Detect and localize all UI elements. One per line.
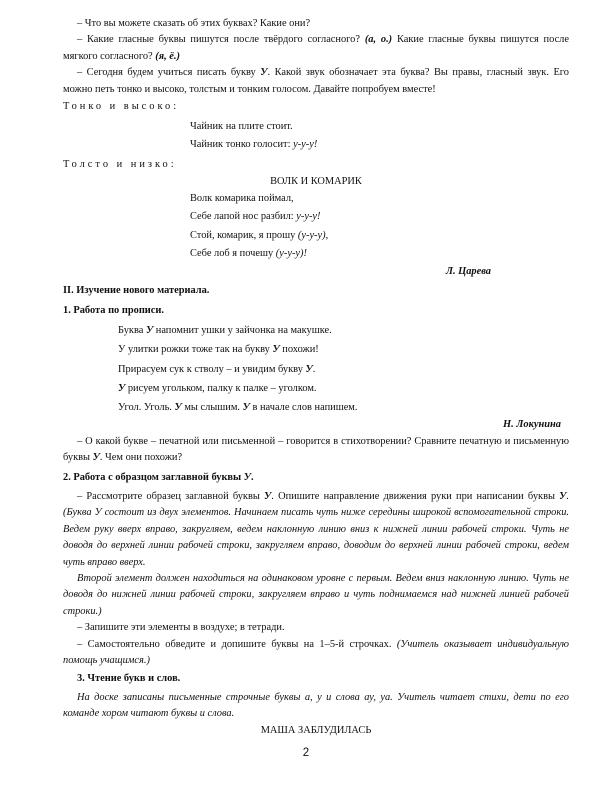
verse-text: напомнит ушки у зайчонка на макушке.	[153, 324, 332, 336]
heading-thick: Толсто и низко:	[63, 159, 177, 171]
poem-title: ВОЛК И КОМАРИК	[270, 175, 362, 187]
verse-text: Буква	[118, 324, 146, 336]
letter-u: У	[260, 67, 268, 79]
verse-text: рисуем угольком, палку к палке – уголком.	[125, 382, 317, 394]
verse-sound: у-у-у!	[293, 138, 318, 150]
tracing-paragraph	[63, 637, 569, 670]
verse-text: Угол. Уголь.	[118, 402, 175, 414]
letter-u: У	[145, 324, 154, 336]
instruction-paragraph	[63, 489, 569, 571]
verse-text: Чайник тонко голосит:	[190, 138, 294, 150]
text-span: – О какой букве – печатной или письменной – говорится в стихотворении? Сравните печатную и письменную буквы	[63, 435, 569, 464]
poem-title: МАША ЗАБЛУДИЛАСЬ	[260, 724, 372, 736]
verse-text: в начале слов напишем.	[249, 402, 358, 414]
verse-text: Стой, комарик, я прошу	[190, 229, 298, 241]
text-span: . Какой звук обозначает эта буква? Вы правы, гласный звук. Его можно петь тонко и высоко, толстым и тонким голосом. Давайте попробуем вместе!	[63, 67, 569, 95]
subsection-heading	[63, 470, 569, 486]
verse-text: Себе лоб я почешу	[190, 248, 276, 260]
text-span: – Рассмотрите образец заглавной буквы	[77, 491, 265, 503]
verse-kettle	[190, 118, 569, 153]
board-paragraph: На доске записаны письменные строчные буквы а, у и слова ау, уа. Учитель читает стихи, дети по его команде хором читают буквы и слова.	[63, 691, 569, 720]
verse-line	[190, 190, 569, 208]
letter-u: У	[118, 382, 126, 394]
verse-text: Чайник на плите стоит.	[190, 121, 293, 133]
letter-u: У	[272, 344, 280, 356]
attribution-lokunina: Н. Локунина	[503, 419, 561, 431]
verse-letter-u	[118, 321, 569, 417]
heading-thin: Тонко и высоко:	[63, 101, 180, 113]
italic-span: (Учитель оказывает индивидуальную помощь учащимся.)	[63, 638, 569, 667]
letter-u: У	[174, 402, 182, 414]
verse-sound: (у-у-у)!	[275, 248, 307, 260]
text-span: .	[250, 471, 254, 483]
verse-sound: (у-у-у),	[297, 229, 329, 241]
verse-line	[190, 118, 569, 135]
verse-sound: у-у-у!	[296, 211, 321, 223]
question-paragraph: – Что вы можете сказать об этих буквах? Какие они?	[77, 18, 311, 29]
intro-paragraph	[63, 65, 569, 98]
letter-u: У	[264, 491, 272, 503]
air-writing-paragraph: – Запишите эти элементы в воздухе; в тетради.	[77, 622, 285, 634]
verse-line	[118, 321, 569, 340]
text-span: – Сегодня будем учиться писать букву	[77, 67, 261, 79]
text-span: – Самостоятельно обведите и допишите буквы на 1–5-й строчках.	[77, 638, 397, 650]
verse-line	[190, 208, 569, 226]
subsection-heading: 3. Чтение букв и слов.	[77, 673, 181, 685]
verse-text: мы слышим.	[181, 402, 243, 414]
answer-span: (а, о.)	[364, 34, 393, 46]
verse-text: У улитки рожки тоже так на букву	[118, 344, 273, 356]
verse-wolf	[190, 190, 569, 264]
italic-span: . (Буква У состоит из двух элементов. Начинаем писать чуть ниже середины широкой вспомогательной строки. Ведем руку вверх вправо, закругляем, ведем наклонную линию вниз к нижней линии рабочей строки. Чуть не доводя до верхней линии рабочей строки, закругляем вправо, доводим до верхней линии рабочей строки, ведем чуть вправо вверх.	[63, 491, 569, 568]
section-heading: II. Изучение нового материала.	[63, 285, 210, 297]
letter-u: У	[92, 452, 100, 464]
attribution-tsareva: Л. Царева	[445, 265, 491, 277]
verse-text: похожи!	[279, 344, 319, 356]
verse-line	[190, 245, 569, 263]
compare-paragraph	[63, 434, 569, 467]
text-span: Какие гласные буквы пишутся после мягкого согласного?	[63, 34, 569, 62]
text-span: . Чем они похожи?	[99, 452, 183, 464]
page-number: 2	[302, 747, 310, 759]
verse-line	[118, 379, 569, 398]
verse-line	[118, 398, 569, 417]
verse-text: Себе лапой нос разбил:	[190, 211, 297, 223]
text-span: 2. Работа с образцом заглавной буквы	[63, 471, 244, 483]
verse-line	[190, 136, 569, 153]
vowels-paragraph	[63, 32, 569, 65]
verse-line	[190, 227, 569, 245]
answer-span: (я, ё.)	[155, 50, 180, 62]
verse-line	[118, 360, 569, 379]
text-span: – Какие гласные буквы пишутся после твёрдого согласного?	[77, 34, 365, 46]
subsection-heading: 1. Работа по прописи.	[63, 304, 164, 316]
second-element-paragraph: Второй элемент должен находиться на одинаковом уровне с первым. Ведем вниз наклонную линию. Чуть не доводя до нижней линии рабочей строки, закругляем вправо и чуть поднимаемся над нижней линией рабочей строки.)	[63, 573, 569, 617]
verse-line	[118, 340, 569, 359]
verse-text: Волк комарика поймал,	[190, 193, 294, 205]
letter-u: У	[559, 491, 567, 503]
verse-text: .	[312, 363, 316, 375]
letter-u: У	[242, 402, 250, 414]
letter-u: У	[243, 471, 251, 483]
document-page	[63, 16, 569, 739]
letter-u: У	[305, 363, 313, 375]
verse-text: Прирасуем сук к стволу – и увидим букву	[118, 363, 306, 375]
text-span: . Опишите направление движения руки при написании буквы	[271, 491, 560, 503]
